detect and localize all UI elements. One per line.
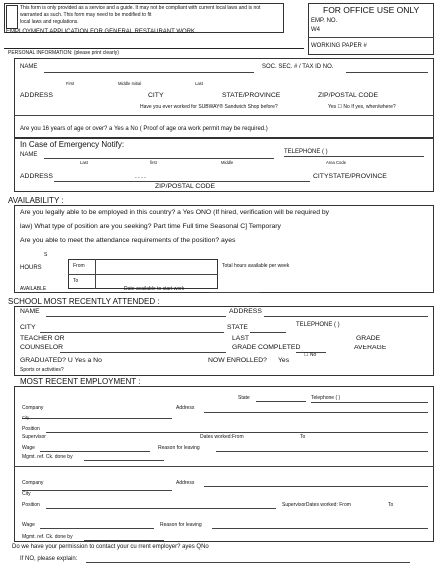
personal-name-label: NAME	[20, 64, 38, 70]
emp-phone-field[interactable]	[311, 402, 428, 403]
emp-city-label: City	[22, 415, 30, 420]
office-use-title: FOR OFFICE USE ONLY	[323, 5, 420, 15]
emp2-position-label: Position	[22, 502, 40, 508]
emp2-address-label: Address	[176, 480, 195, 486]
office-divider	[308, 37, 434, 38]
age-question[interactable]: Are you 16 years of age or over? a Yes a No ( Proof of age ora work permit may be required.)	[20, 126, 268, 132]
now-enrolled-label: NOW ENROLLED?	[208, 357, 267, 364]
emp-reason-field[interactable]	[216, 451, 428, 452]
graduated-no-checkbox[interactable]: ☐ No	[304, 352, 317, 358]
school-state-field[interactable]	[250, 332, 286, 333]
if-no-explain-label: If NO, please explain:	[20, 556, 78, 562]
school-address-field[interactable]	[264, 316, 428, 317]
date-available-field[interactable]	[210, 292, 260, 293]
emergency-phone-field[interactable]	[284, 156, 424, 157]
emp-supervisor-label: Supervisor	[22, 434, 46, 440]
counselor-label: COUNSELOR	[20, 344, 64, 351]
emp-divider	[14, 466, 434, 467]
city-label: CITY	[148, 92, 164, 99]
emp-mgmt-ref-field[interactable]	[84, 460, 164, 461]
school-state-label: STATE	[227, 324, 248, 331]
emp2-city-label: City	[22, 491, 31, 497]
personal-heading: PERSONAL INFORMATION: (please print clearly)	[8, 50, 119, 56]
emergency-name-label: NAME	[20, 152, 38, 158]
emp-state-field[interactable]	[256, 401, 306, 402]
last-sublabel: Last	[195, 81, 203, 86]
grade-label: GRADE	[356, 335, 381, 342]
school-heading: SCHOOL MOST RECENTLY ATTENDED :	[8, 297, 160, 306]
emp2-reason-field[interactable]	[212, 528, 428, 529]
w4-label[interactable]: W4	[311, 27, 320, 33]
first-sublabel: First	[66, 81, 75, 86]
school-telephone[interactable]: TELEPHONE ( )	[296, 322, 340, 328]
emp-position-field[interactable]	[46, 432, 428, 433]
attendance-question[interactable]: Are you able to meet the attendance requirements of the position? ayes	[20, 237, 236, 244]
form-title: EMPLOYMENT APPLICATION FOR GENERAL RESTAURANT WORK	[6, 29, 196, 35]
emp2-wage-field[interactable]	[40, 528, 154, 529]
school-address-label: ADDRESS	[229, 308, 262, 315]
graduated-question[interactable]: GRADUATED? U Yes a No	[20, 357, 102, 364]
emp2-wage-label: Wage	[22, 522, 35, 528]
emergency-area-code-sublabel: Area Code	[326, 160, 347, 165]
emp-no-label[interactable]: EMP. NO.	[311, 18, 338, 24]
available-label: AVAILABLE	[20, 286, 47, 292]
emergency-city-state-label: CITYSTATE/PROVINCE	[313, 173, 387, 180]
counselor-field[interactable]	[60, 352, 226, 353]
school-city-field[interactable]	[40, 332, 224, 333]
emergency-address-field[interactable]	[54, 181, 310, 182]
personal-top-rule	[4, 48, 304, 49]
worked-before-question: Have you ever worked for SUBWAY® Sandwich Shop before?	[140, 104, 278, 110]
emp2-mgmt-ref-label: Mgmt. ref. Ck. done by	[22, 534, 73, 540]
disclaimer-check-grid	[6, 5, 18, 29]
school-name-label: NAME	[20, 308, 40, 315]
soc-sec-label: SOC. SEC. # / TAX ID NO.	[262, 64, 334, 70]
disclaimer-line-3: local laws and regulations.	[20, 19, 79, 25]
disclaimer-line-2: warranted as such. This form may need to be modified to fit	[20, 12, 152, 18]
sports-label: Sports or activities?	[20, 367, 64, 373]
personal-mid-rule	[14, 115, 434, 116]
school-name-field[interactable]	[46, 316, 226, 317]
legal-employ-question[interactable]: Are you legally able to be employed in this country? a Yes ONO (If hired, verification will be required by	[20, 209, 330, 216]
hours-from-label: From	[73, 263, 85, 269]
hours-grid-row-divider	[68, 274, 218, 275]
emp2-supervisor-dates-label: SupervisorDates worked: From	[282, 502, 351, 508]
emp2-address-field[interactable]	[204, 486, 428, 487]
emp-wage-field[interactable]	[40, 451, 150, 452]
emergency-zip-label: ZIP/POSTAL CODE	[155, 183, 216, 190]
availability-heading: AVAILABILITY :	[8, 196, 64, 205]
emp2-company-label: Company	[22, 480, 44, 486]
hours-to-label: To	[73, 278, 79, 284]
emp-company-label: Company	[22, 405, 44, 411]
emp-position-label: Position	[22, 426, 40, 432]
worked-before-answer[interactable]: Yes ☐ No If yes, when/where?	[328, 104, 396, 110]
emp-address-field[interactable]	[204, 412, 428, 413]
permission-question[interactable]: Do we have your permission to contact your cu rrent employer? ayes QNo	[12, 544, 209, 550]
emergency-first-sublabel: first	[150, 160, 157, 165]
emp-address-label: Address	[176, 405, 195, 411]
total-hours-label: Total hours available per week	[222, 263, 290, 269]
middle-initial-sublabel: Middle Initial	[118, 81, 142, 86]
position-type-question[interactable]: law) What type of position are you seeking? Part time Full time Seasonal C] Temporary	[20, 223, 281, 230]
emp2-position-field[interactable]	[46, 508, 276, 509]
emp2-reason-label: Reason for leaving	[160, 522, 202, 528]
emp2-to-label: To	[388, 502, 394, 508]
now-enrolled-yes[interactable]: Yes	[278, 357, 290, 364]
emp-reason-label: Reason for leaving	[158, 445, 200, 451]
disclaimer-line-1: This form is only provided as a service and a guide. It may not be compliant with current local laws and is not	[20, 5, 261, 11]
emergency-heading: In Case of Emergency Notify:	[20, 140, 125, 149]
emp-dates-to-label: To	[300, 434, 306, 440]
state-province-label: STATE/PROVINCE	[222, 92, 281, 99]
average-label: AVERAGE	[354, 345, 387, 349]
hours-label: HOURS	[20, 265, 42, 271]
emp-state-label: State	[238, 395, 250, 401]
working-paper-label[interactable]: WORKING PAPER #	[311, 43, 367, 49]
employment-heading: MOST RECENT EMPLOYMENT :	[20, 377, 141, 386]
emergency-telephone[interactable]: TELEPHONE ( )	[284, 149, 328, 155]
emp-telephone[interactable]: Telephone ( )	[311, 395, 341, 401]
employment-box	[14, 386, 434, 542]
personal-name-field[interactable]	[44, 72, 254, 73]
school-last-label: LAST	[232, 335, 249, 342]
emp-mgmt-ref-label: Mgmt. ref. Ck. done by	[22, 454, 73, 460]
emergency-last-sublabel: Last	[80, 160, 88, 165]
address-label: ADDRESS	[20, 92, 53, 99]
emergency-dots: - - - -	[135, 175, 146, 181]
hours-grid-col-divider	[95, 259, 96, 289]
grade-completed-label: GRADE COMPLETED	[232, 344, 301, 351]
emergency-address-label: ADDRESS	[20, 173, 53, 180]
soc-sec-field[interactable]	[346, 72, 428, 73]
emergency-name-field[interactable]	[44, 158, 274, 159]
school-city-label: CITY	[20, 324, 36, 331]
zip-postal-label: ZIP/POSTAL CODE	[318, 92, 379, 99]
emp2-company-field[interactable]	[22, 490, 172, 491]
teacher-or-label: TEACHER OR	[20, 335, 65, 342]
emergency-middle-sublabel: Middle	[221, 160, 234, 165]
emp2-mgmt-ref-field[interactable]	[84, 540, 164, 541]
availability-s: S	[44, 252, 48, 258]
date-available-label: Date available to start work	[124, 286, 185, 292]
if-no-explain-field[interactable]	[86, 562, 410, 563]
emp-wage-label: Wage	[22, 445, 35, 451]
emp-dates-from-label: Dates worked:From	[200, 434, 244, 440]
